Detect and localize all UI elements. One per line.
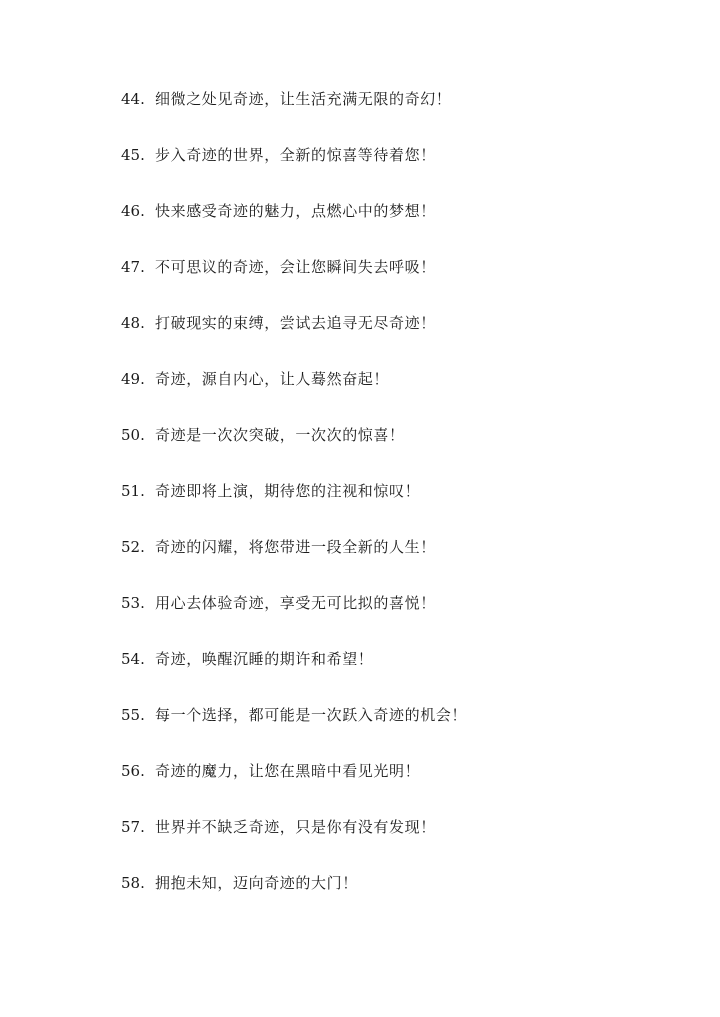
list-item: [121, 475, 681, 531]
item-text: 打破现实的束缚，尝试去追寻无尽奇迹！: [155, 314, 436, 332]
list-item: [121, 83, 681, 139]
list-item: [121, 811, 681, 867]
item-number: 48.: [121, 314, 145, 332]
item-text: 世界并不缺乏奇迹，只是你有没有发现！: [155, 818, 436, 836]
item-text: 奇迹的闪耀，将您带进一段全新的人生！: [155, 538, 436, 556]
slogan-list: [121, 83, 681, 923]
list-item: [121, 755, 681, 811]
item-number: 52.: [121, 538, 145, 556]
list-item: [121, 699, 681, 755]
item-text: 奇迹即将上演，期待您的注视和惊叹！: [155, 482, 421, 500]
item-number: 57.: [121, 818, 145, 836]
list-item: [121, 643, 681, 699]
item-number: 56.: [121, 762, 145, 780]
item-number: 58.: [121, 874, 145, 892]
item-text: 不可思议的奇迹，会让您瞬间失去呼吸！: [155, 258, 436, 276]
item-number: 55.: [121, 706, 145, 724]
list-item: [121, 531, 681, 587]
list-item: [121, 867, 681, 923]
item-text: 拥抱未知，迈向奇迹的大门！: [155, 874, 358, 892]
item-text: 奇迹，源自内心，让人蓦然奋起！: [155, 370, 390, 388]
item-text: 步入奇迹的世界，全新的惊喜等待着您！: [155, 146, 436, 164]
item-number: 47.: [121, 258, 145, 276]
list-item: [121, 307, 681, 363]
item-number: 46.: [121, 202, 145, 220]
item-number: 49.: [121, 370, 145, 388]
item-number: 51.: [121, 482, 145, 500]
item-text: 细微之处见奇迹，让生活充满无限的奇幻！: [155, 90, 452, 108]
item-text: 用心去体验奇迹，享受无可比拟的喜悦！: [155, 594, 436, 612]
item-number: 44.: [121, 90, 145, 108]
list-item: [121, 363, 681, 419]
list-item: [121, 419, 681, 475]
item-text: 每一个选择，都可能是一次跃入奇迹的机会！: [155, 706, 468, 724]
item-text: 奇迹，唤醒沉睡的期许和希望！: [155, 650, 374, 668]
item-number: 54.: [121, 650, 145, 668]
item-number: 45.: [121, 146, 145, 164]
item-text: 奇迹是一次次突破，一次次的惊喜！: [155, 426, 405, 444]
item-number: 50.: [121, 426, 145, 444]
list-item: [121, 587, 681, 643]
list-item: [121, 195, 681, 251]
list-item: [121, 139, 681, 195]
item-text: 快来感受奇迹的魅力，点燃心中的梦想！: [155, 202, 436, 220]
item-number: 53.: [121, 594, 145, 612]
list-item: [121, 251, 681, 307]
item-text: 奇迹的魔力，让您在黑暗中看见光明！: [155, 762, 421, 780]
